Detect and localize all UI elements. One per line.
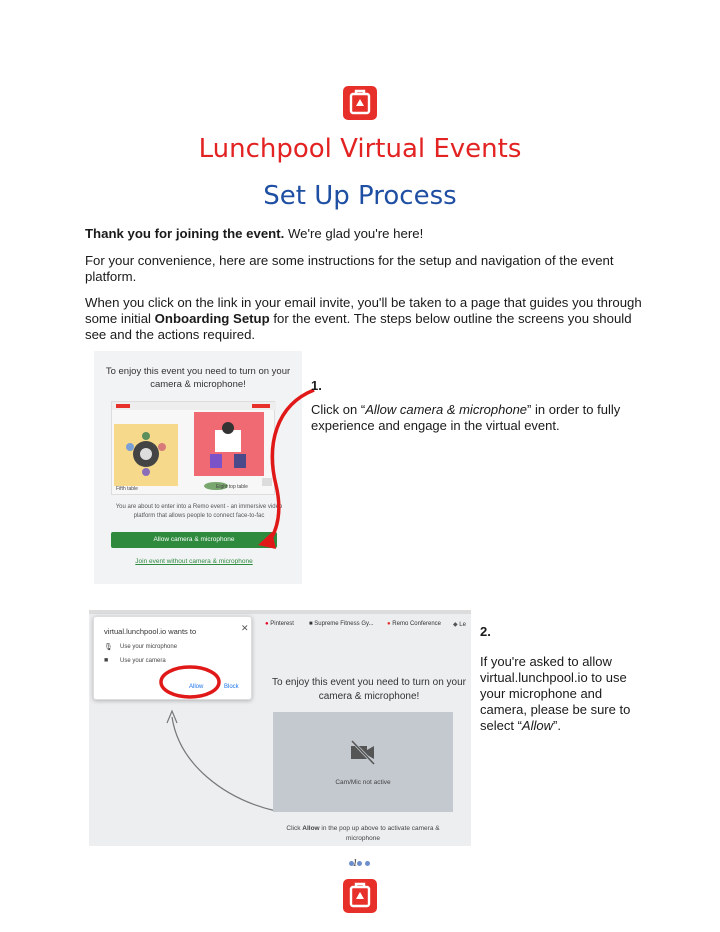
join-without-camera-link: Join event without camera & microphone xyxy=(135,558,253,565)
intro-when: When you click on the link in your email invite, you'll be taken to a page that guides you through some initial Onboarding Setup for the event. The steps below outline the screens you should see and the actions required. xyxy=(85,295,642,342)
lunchpool-logo-icon-footer xyxy=(343,879,377,913)
bookmark-le: ◆ Le xyxy=(453,622,466,628)
screenshot-heading: To enjoy this event you need to turn on your camera & microphone! xyxy=(105,366,291,390)
popup-cam-label: Use your camera xyxy=(120,658,166,664)
popup-title: virtual.lunchpool.io wants to xyxy=(104,627,197,636)
screenshot-description: You are about to enter into a Remo event - an immersive video platform that allows people to connect face-to-fac xyxy=(115,504,283,519)
popup-allow-button: Allow xyxy=(189,684,204,690)
document-subtitle: Set Up Process xyxy=(263,181,457,211)
document-title: Lunchpool Virtual Events xyxy=(198,134,522,164)
room-floorplan xyxy=(111,401,275,495)
step2-number: 2. xyxy=(480,624,491,639)
lunchpool-logo-icon xyxy=(343,86,377,120)
screenshot-permission xyxy=(89,610,471,846)
bookmark-pinterest: ● Pinterest xyxy=(265,621,294,627)
popup-mic-label: Use your microphone xyxy=(120,644,178,650)
screenshot2-heading: To enjoy this event you need to turn on your camera & microphone! xyxy=(271,677,466,702)
intro-thanks: Thank you for joining the event. We're glad you're here! xyxy=(85,226,424,241)
table-label-right: Eight top table xyxy=(216,484,248,490)
click-allow-instruction: Click Allow in the pop up above to activate camera & microphone xyxy=(286,825,440,842)
curved-arrow-icon xyxy=(164,709,279,819)
camera-icon: ■ xyxy=(104,657,109,664)
bookmark-remo: ● Remo Conference xyxy=(387,621,441,627)
step1-text: Click on “Allow camera & microphone” in order to fully experience and engage in the virtual event. xyxy=(311,402,621,433)
camera-status: Cam/Mic not active xyxy=(335,779,391,786)
intro-convenience: For your convenience, here are some instructions for the setup and navigation of the event platform. xyxy=(85,253,614,284)
table-label-left: Fifth table xyxy=(116,486,138,492)
step2-text: If you're asked to allow virtual.lunchpool.io to use your microphone and camera, please be sure to select “Allow”. xyxy=(480,654,631,733)
allow-highlight-circle xyxy=(157,662,223,702)
microphone-icon: 🎙 xyxy=(104,644,113,651)
page-number: 1 xyxy=(352,858,358,869)
camera-off-icon xyxy=(349,738,377,766)
step1-number: 1. xyxy=(311,378,322,393)
allow-camera-microphone-button: Allow camera & microphone xyxy=(111,532,277,548)
close-icon: ✕ xyxy=(241,623,249,633)
bookmark-fitness: ■ Supreme Fitness Gy... xyxy=(309,621,374,627)
camera-preview xyxy=(273,712,453,812)
popup-block-button: Block xyxy=(224,684,239,690)
